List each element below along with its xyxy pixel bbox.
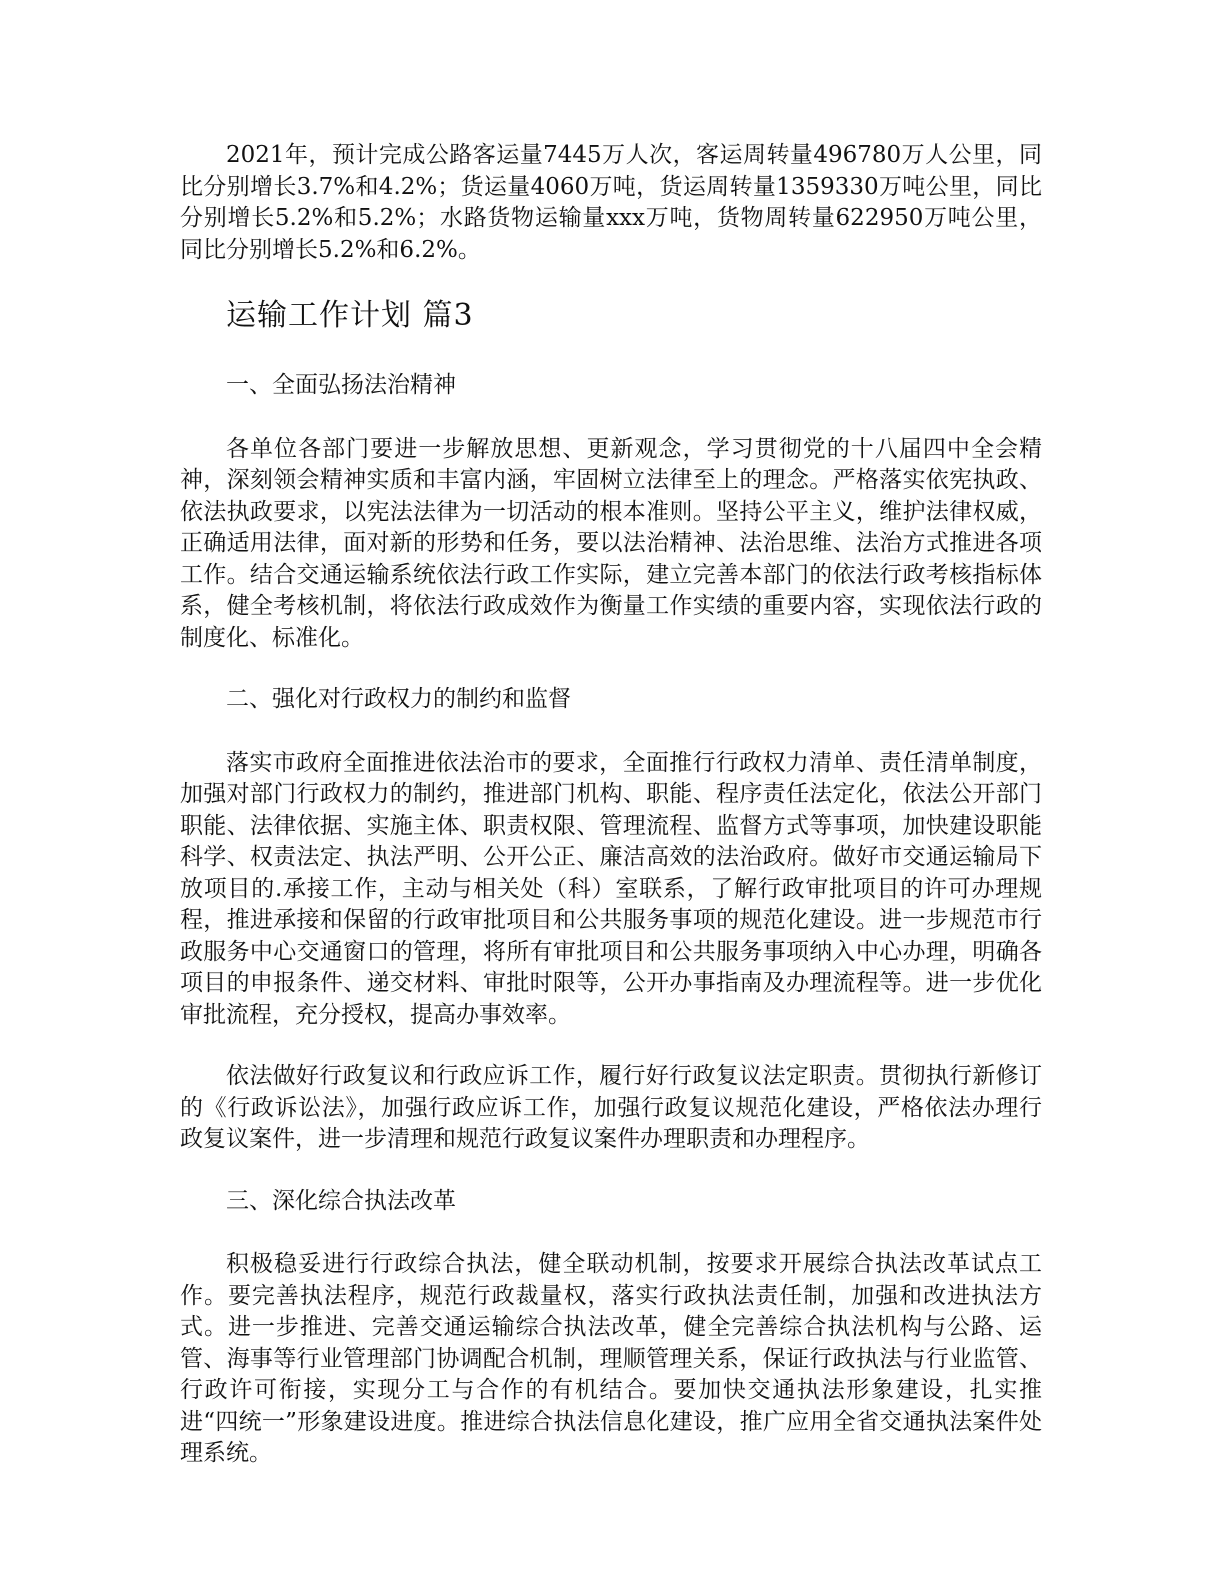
- intro-paragraph: 2021年，预计完成公路客运量7445万人次，客运周转量496780万人公里，同比分别增长3.7%和4.2%；货运量4060万吨，货运周转量1359330万吨公里，同比分别增长5.2%和5.2%；水路货物运输量xxx万吨，货物周转量622950万吨公里，同比分别增长5.2%和6.2%。: [180, 142, 1042, 263]
- section2-paragraph-2: 依法做好行政复议和行政应诉工作，履行好行政复议法定职责。贯彻执行新修订的《行政诉讼法》，加强行政应诉工作，加强行政复议规范化建设，严格依法办理行政复议案件，进一步清理和规范行政复议案件办理职责和办理程序。: [180, 1063, 1042, 1152]
- section1-paragraph: 各单位各部门要进一步解放思想、更新观念，学习贯彻党的十八届四中全会精神，深刻领会精神实质和丰富内涵，牢固树立法律至上的理念。严格落实依宪执政、依法执政要求，以宪法法律为一切活动的根本准则。坚持公平主义，维护法律权威，正确适用法律，面对新的形势和任务，要以法治精神、法治思维、法治方式推进各项工作。结合交通运输系统依法行政工作实际，建立完善本部门的依法行政考核指标体系，健全考核机制，将依法行政成效作为衡量工作实绩的重要内容，实现依法行政的制度化、标准化。: [180, 435, 1042, 651]
- section1-heading: 一、全面弘扬法治精神: [226, 372, 456, 398]
- section2-paragraph-1: 落实市政府全面推进依法治市的要求，全面推行行政权力清单、责任清单制度，加强对部门行政权力的制约，推进部门机构、职能、程序责任法定化，依法公开部门职能、法律依据、实施主体、职责权限、管理流程、监督方式等事项，加快建设职能科学、权责法定、执法严明、公开公正、廉洁高效的法治政府。做好市交通运输局下放项目的.承接工作，主动与相关处（科）室联系，了解行政审批项目的许可办理规程，推进承接和保留的行政审批项目和公共服务事项的规范化建设。进一步规范市行政服务中心交通窗口的管理，将所有审批项目和公共服务事项纳入中心办理，明确各项目的申报条件、递交材料、审批时限等，公开办事指南及办理流程等。进一步优化审批流程，充分授权，提高办事效率。: [180, 749, 1042, 1028]
- section2-heading: 二、强化对行政权力的制约和监督: [226, 686, 571, 712]
- document-body: [180, 140, 1042, 1500]
- section-title: 运输工作计划 篇3: [226, 298, 474, 333]
- section3-heading: 三、深化综合执法改革: [226, 1187, 456, 1214]
- section3-paragraph: 积极稳妥进行行政综合执法，健全联动机制，按要求开展综合执法改革试点工作。要完善执法程序，规范行政裁量权，落实行政执法责任制，加强和改进执法方式。进一步推进、完善交通运输综合执法改革，健全完善综合执法机构与公路、运管、海事等行业管理部门协调配合机制，理顺管理关系，保证行政执法与行业监管、行政许可衔接，实现分工与合作的有机结合。要加快交通执法形象建设，扎实推进“四统一”形象建设进度。推进综合执法信息化建设，推广应用全省交通执法案件处理系统。: [180, 1251, 1042, 1466]
